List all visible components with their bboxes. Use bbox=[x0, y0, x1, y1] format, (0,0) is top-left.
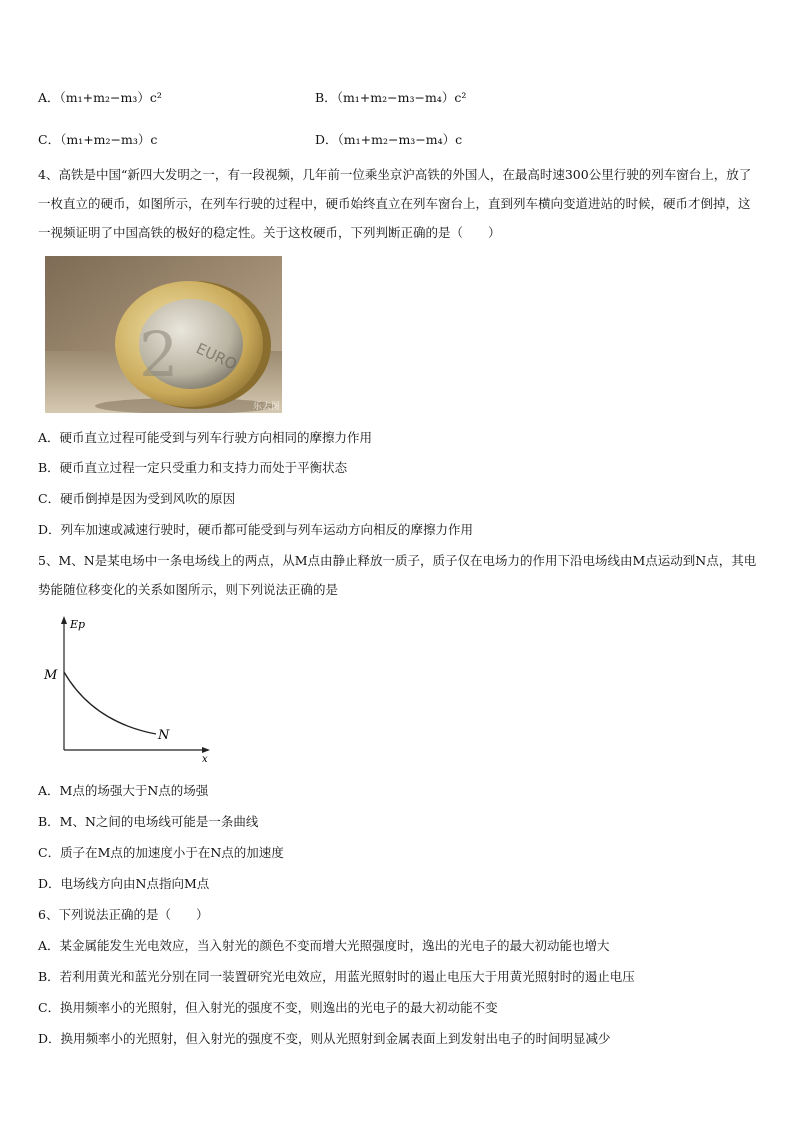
q6-option-a: A．某金属能发生光电效应，当入射光的颜色不变而增大光照强度时，逸出的光电子的最大初动能也增大 bbox=[38, 938, 610, 953]
x-axis-label: x bbox=[202, 754, 208, 762]
point-n-label: N bbox=[158, 728, 170, 743]
q5-option-a: A．M点的场强大于N点的场强 bbox=[38, 783, 209, 798]
q5-stem: 5、M、N是某电场中一条电场线上的两点，从M点由静止释放一质子，质子仅在电场力的作用下沿电场线由M点运动到N点，其电势能随位移变化的关系如图所示，则下列说法正确的是 bbox=[38, 553, 757, 597]
q6-stem: 6、下列说法正确的是（ ） bbox=[38, 907, 209, 922]
q3-option-c-letter: C． bbox=[38, 132, 61, 147]
ep-curve bbox=[64, 672, 156, 734]
q3-option-b-expr: （m₁+m₂−m₃−m₄）c² bbox=[336, 90, 467, 105]
coin-image bbox=[45, 256, 282, 413]
q3-option-a-expr: （m₁+m₂−m₃）c² bbox=[59, 90, 162, 105]
q3-option-d-expr: （m₁+m₂−m₃−m₄）c bbox=[337, 132, 463, 147]
q3-option-b-letter: B． bbox=[315, 90, 337, 105]
q3-option-a bbox=[38, 88, 162, 106]
q4-option-c: C．硬币倒掉是因为受到风吹的原因 bbox=[38, 491, 236, 506]
point-m-label: M bbox=[44, 668, 58, 683]
q4-option-b: B．硬币直立过程一定只受重力和支持力而处于平衡状态 bbox=[38, 460, 348, 475]
x-axis-arrow bbox=[202, 747, 210, 753]
q3-option-b bbox=[315, 88, 466, 106]
coin-numeral: 2 bbox=[139, 318, 179, 391]
q3-option-d bbox=[315, 130, 462, 148]
q3-option-c-expr: （m₁+m₂−m₃）c bbox=[60, 132, 158, 147]
y-axis-arrow bbox=[61, 616, 67, 624]
q6-option-c: C．换用频率小的光照射，但入射光的强度不变，则逸出的光电子的最大初动能不变 bbox=[38, 1000, 498, 1015]
photo-watermark: 乐去图 bbox=[253, 402, 281, 412]
coin-photo bbox=[45, 256, 282, 413]
coin-label: EURO bbox=[193, 339, 240, 374]
q5-option-d: D．电场线方向由N点指向M点 bbox=[38, 876, 210, 891]
q4-stem: 4、高铁是中国“新四大发明之一，有一段视频，几年前一位乘坐京沪高铁的外国人，在最高时速300公里行驶的列车窗台上，放了一枚直立的硬币，如图所示，在列车行驶的过程中，硬币始终直立在列车窗台上，直到列车横向变道进站的时候，硬币才倒掉，这一视频证明了中国高铁的极好的稳定性。关于这枚硬币，下列判断正确的是（ ） bbox=[38, 167, 752, 240]
q5-option-b: B．M、N之间的电场线可能是一条曲线 bbox=[38, 814, 259, 829]
ep-position-graph bbox=[38, 612, 214, 762]
q3-option-a-letter: A． bbox=[38, 90, 60, 105]
q4-option-d: D．列车加速或减速行驶时，硬币都可能受到与列车运动方向相反的摩擦力作用 bbox=[38, 522, 474, 537]
q6-option-b: B．若利用黄光和蓝光分别在同一装置研究光电效应，用蓝光照射时的遏止电压大于用黄光照射时的遏止电压 bbox=[38, 969, 635, 984]
q6-option-d: D．换用频率小的光照射，但入射光的强度不变，则从光照射到金属表面上到发射出电子的时间明显减少 bbox=[38, 1031, 611, 1046]
q4-option-a: A．硬币直立过程可能受到与列车行驶方向相同的摩擦力作用 bbox=[38, 430, 373, 445]
q3-option-c bbox=[38, 130, 157, 148]
q3-option-d-letter: D． bbox=[315, 132, 338, 147]
q5-option-c: C．质子在M点的加速度小于在N点的加速度 bbox=[38, 845, 284, 860]
y-axis-label: Ep bbox=[70, 618, 86, 631]
